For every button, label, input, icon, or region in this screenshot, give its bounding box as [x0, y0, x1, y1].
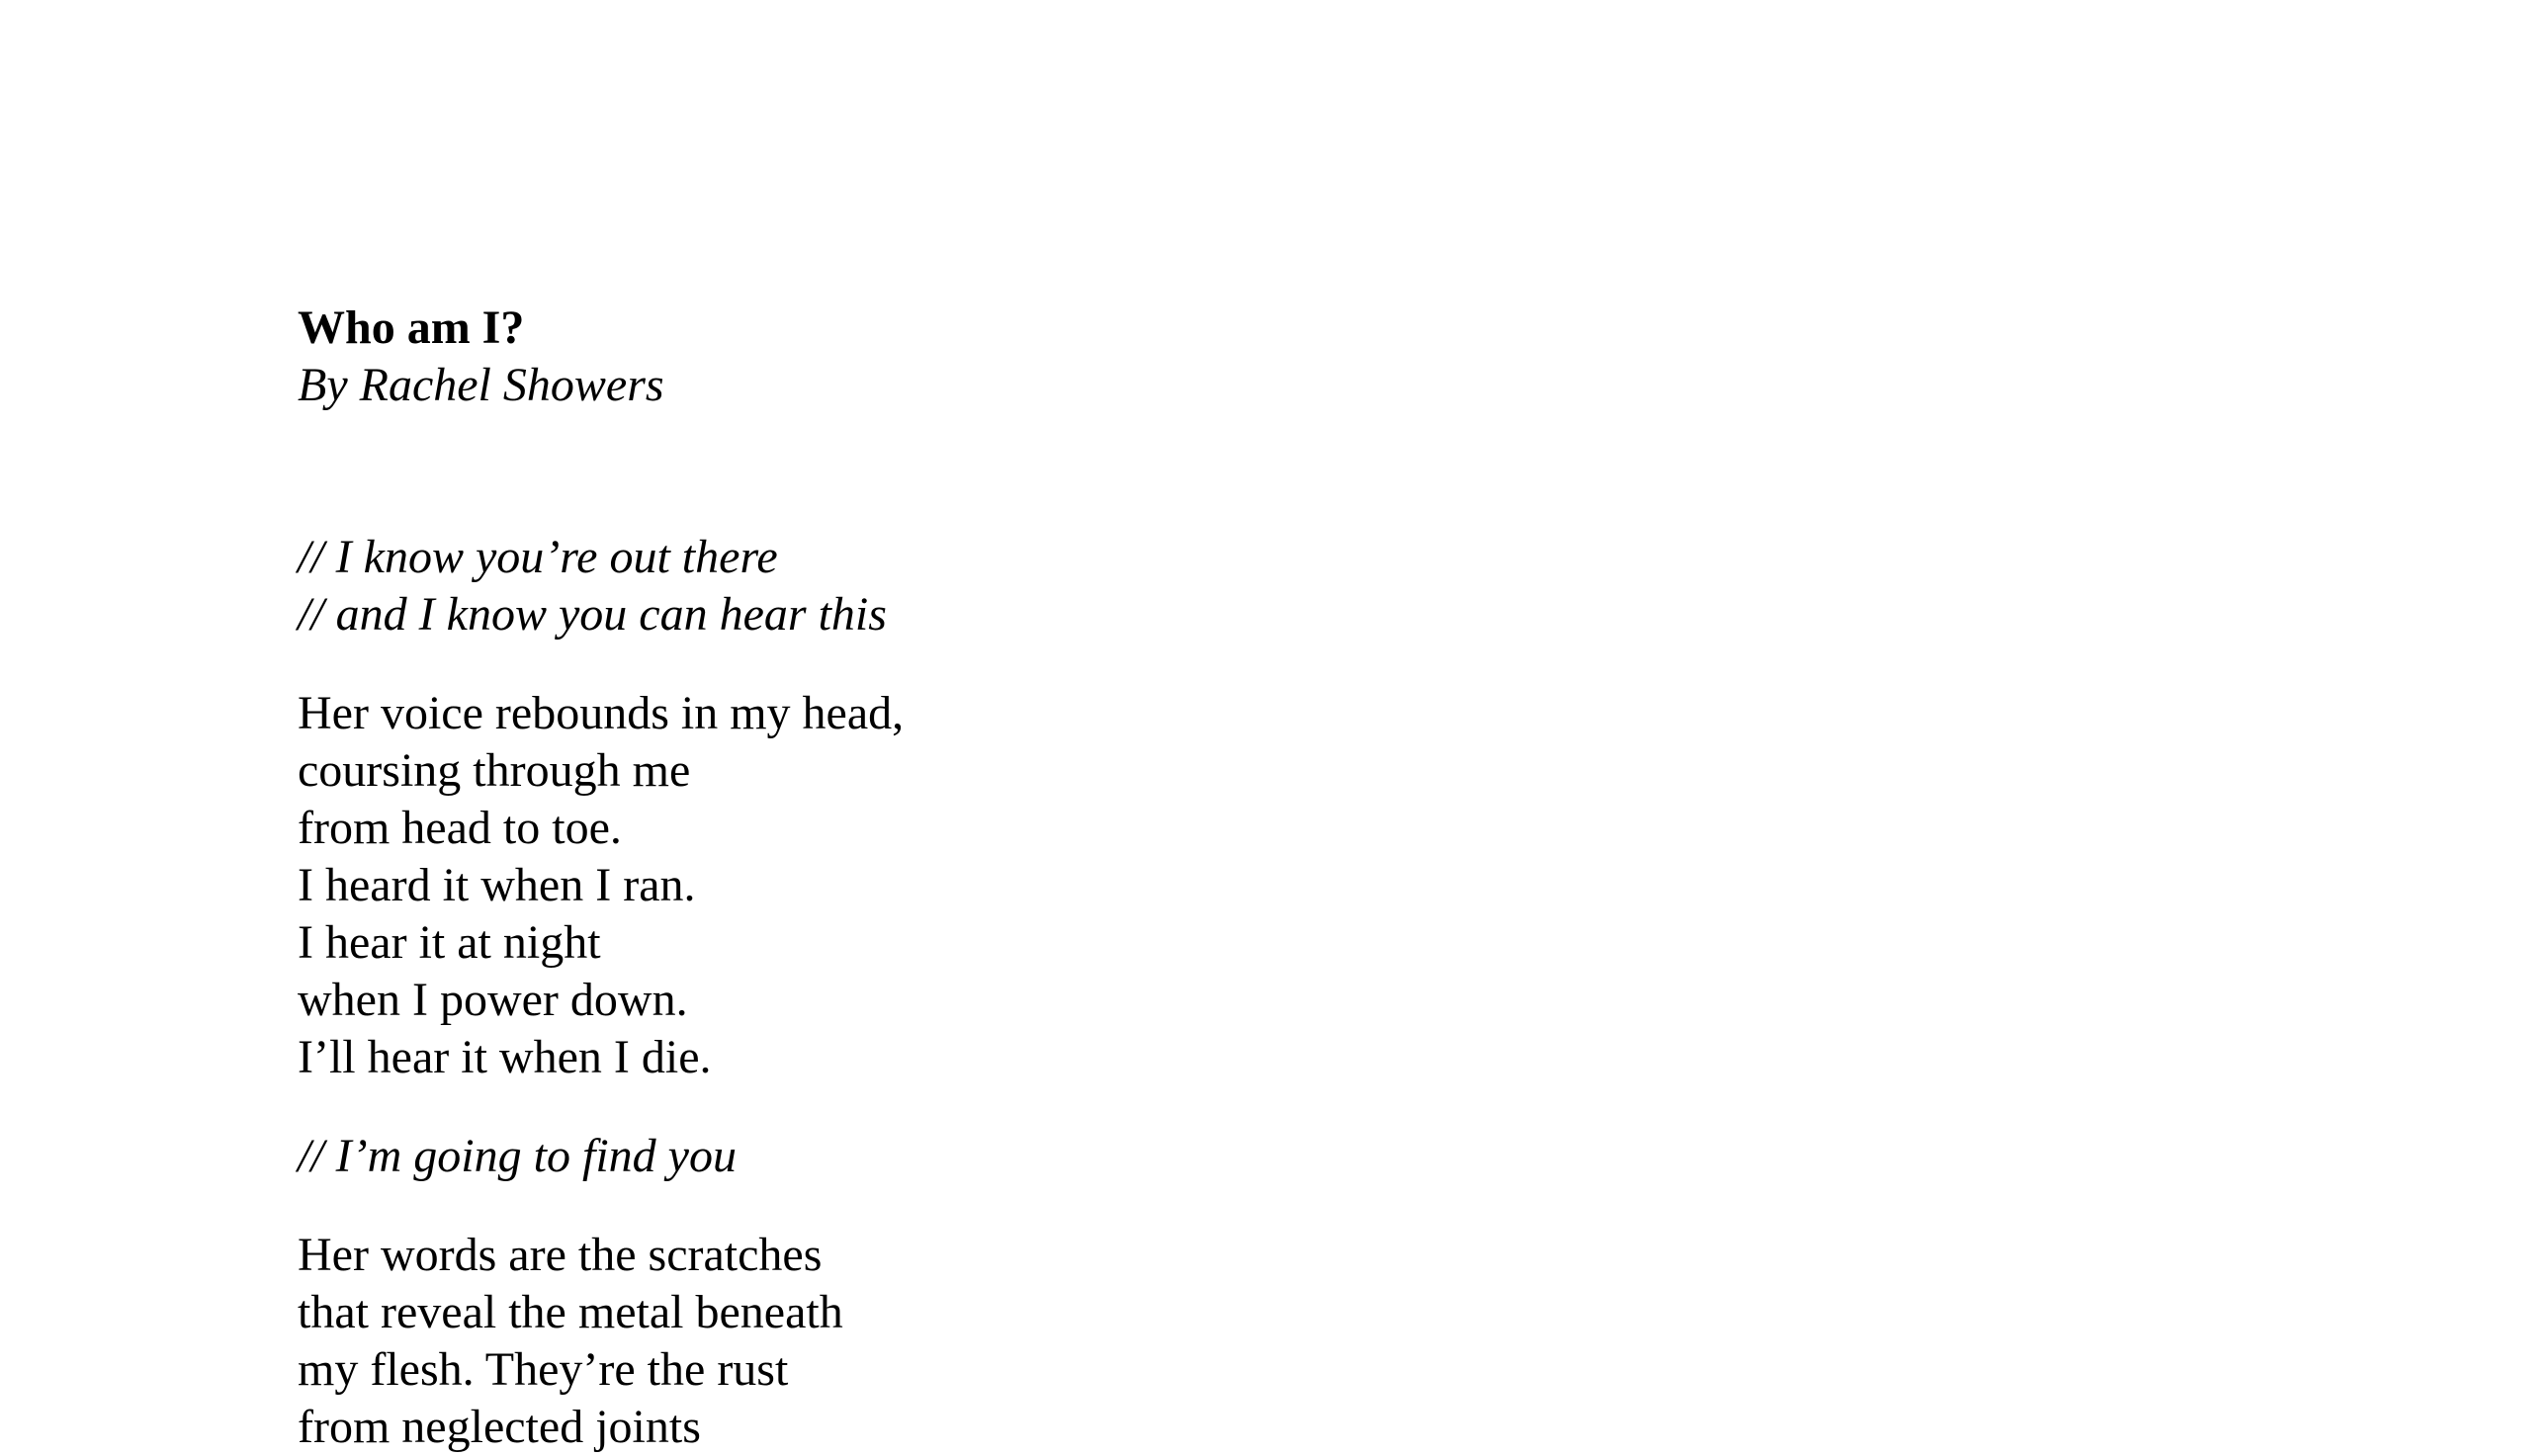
- poem-byline: By Rachel Showers: [298, 359, 664, 411]
- poem-line: when I power down.: [298, 974, 688, 1026]
- poem-line: Her voice rebounds in my head,: [298, 687, 905, 739]
- stanza-3: [298, 1128, 1682, 1185]
- poem-line: I’ll hear it when I die.: [298, 1031, 712, 1083]
- poem-line: coursing through me: [298, 744, 691, 797]
- stanza-4: [298, 1227, 1682, 1456]
- poem-line: // I know you’re out there: [298, 531, 778, 583]
- poem-line: Her words are the scratches: [298, 1229, 823, 1281]
- poem: [298, 300, 1682, 1456]
- poem-line: // and I know you can hear this: [298, 588, 887, 641]
- stanza-2: [298, 685, 1682, 1086]
- poem-line: my flesh. They’re the rust: [298, 1343, 789, 1396]
- stanza-gap: [298, 1086, 1682, 1128]
- stanza-gap: [298, 1185, 1682, 1227]
- poem-title: Who am I?: [298, 301, 525, 354]
- poem-line: // I’m going to find you: [298, 1130, 737, 1182]
- poem-line: from head to toe.: [298, 802, 622, 854]
- spacer: [298, 414, 1682, 529]
- poem-line: from neglected joints: [298, 1401, 701, 1453]
- stanza-gap: [298, 643, 1682, 685]
- stanza-1: [298, 529, 1682, 643]
- poem-line: I heard it when I ran.: [298, 859, 696, 911]
- poem-line: I hear it at night: [298, 916, 601, 969]
- poem-line: that reveal the metal beneath: [298, 1286, 843, 1338]
